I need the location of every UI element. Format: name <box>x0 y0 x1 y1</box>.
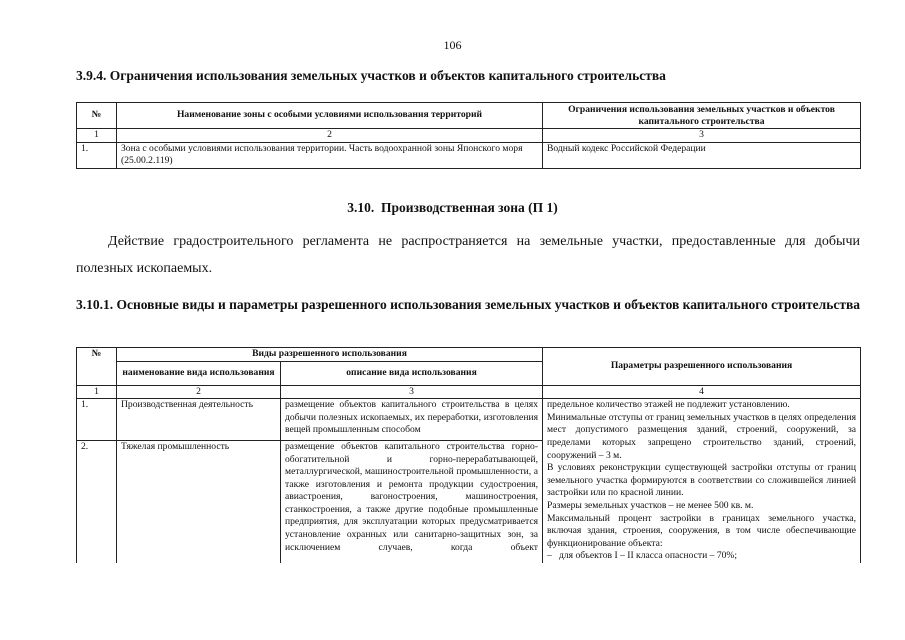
param-line: Максимальный процент застройки в границах земельного участка, включая здания, строения, сооружения, в том числе обеспечивающие функционирование объекта: <box>547 512 857 549</box>
page-number: 106 <box>443 38 462 52</box>
param-line: – для объектов I – II класса опасности – 70%; <box>547 550 738 562</box>
header-restrictions: Ограничения использования земельных участков и объектов капитального строительства <box>543 103 861 129</box>
row-use-name: Тяжелая промышленность <box>117 440 281 563</box>
index-cell: 2 <box>117 129 543 143</box>
header-params: Параметры разрешенного использования <box>543 348 861 386</box>
row-num: 1. <box>77 142 117 168</box>
section-heading-3-9-4: 3.9.4. Ограничения использования земельных участков и объектов капитального строительства <box>76 68 666 83</box>
section-heading-3-10-1: 3.10.1. Основные виды и параметры разрешенного использования земельных участков и объектов капитального строительства <box>76 297 861 312</box>
header-num: № <box>77 348 117 386</box>
index-cell: 1 <box>77 385 117 399</box>
row-num: 2. <box>77 440 117 563</box>
header-num: № <box>77 103 117 129</box>
table-row <box>77 399 861 441</box>
index-cell: 3 <box>281 385 543 399</box>
permitted-use-table <box>76 347 861 563</box>
param-line: В условиях реконструкции существующей застройки отступы от границ земельного участка формируются в соответствии со сложившейся линией застройки или по красной линии. <box>547 462 857 499</box>
header-use-name: наименование вида использования <box>117 361 281 385</box>
index-row <box>77 129 861 143</box>
param-line: Минимальные отступы от границ земельных участков в целях определения мест допустимого размещения зданий, строений, сооружений, за пределами которых запрещено строительство зданий, строений, сооружений – 3 м. <box>547 411 857 461</box>
row-use-description: размещение объектов капитального строительства в целях добычи полезных ископаемых, их переработки, изготовления вещей промышленным способом <box>281 399 543 441</box>
row-restriction: Водный кодекс Российской Федерации <box>543 142 861 168</box>
section-heading-3-10: 3.10. Производственная зона (П 1) <box>347 200 558 215</box>
index-cell: 1 <box>77 129 117 143</box>
row-num: 1. <box>77 399 117 441</box>
header-use-types: Виды разрешенного использования <box>117 348 543 362</box>
table-row <box>77 142 861 168</box>
row-use-name: Производственная деятельность <box>117 399 281 441</box>
restrictions-table <box>76 102 861 169</box>
row-use-description: размещение объектов капитального строительства горно-обогатительной и горно-перерабатывающей, металлургической, машиностроительной промышленности, а также изготовления и ремонта продукции судостроения, авиастроения, вагоностроения, машиностроения, станкостроения, а также другие подобные промышленные предприятия, для эксплуатации которых предусматривается установление охранных или санитарно-защитных зон, за исключением случаев, когда объект <box>281 440 543 563</box>
index-row <box>77 385 861 399</box>
index-cell: 3 <box>543 129 861 143</box>
header-zone-name: Наименование зоны с особыми условиями использования территорий <box>117 103 543 129</box>
header-use-description: описание вида использования <box>281 361 543 385</box>
index-cell: 2 <box>117 385 281 399</box>
param-line: предельное количество этажей не подлежит установлению. <box>547 399 790 411</box>
row-params <box>543 399 861 563</box>
row-zone-name: Зона с особыми условиями использования территории. Часть водоохранной зоны Японского моря (25.00.2.119) <box>117 142 543 168</box>
paragraph-regulation: Действие градостроительного регламента не распространяется на земельные участки, предоставленные для добычи полезных ископаемых. <box>76 234 860 276</box>
param-line: Размеры земельных участков – не менее 500 кв. м. <box>547 499 754 511</box>
index-cell: 4 <box>543 385 861 399</box>
